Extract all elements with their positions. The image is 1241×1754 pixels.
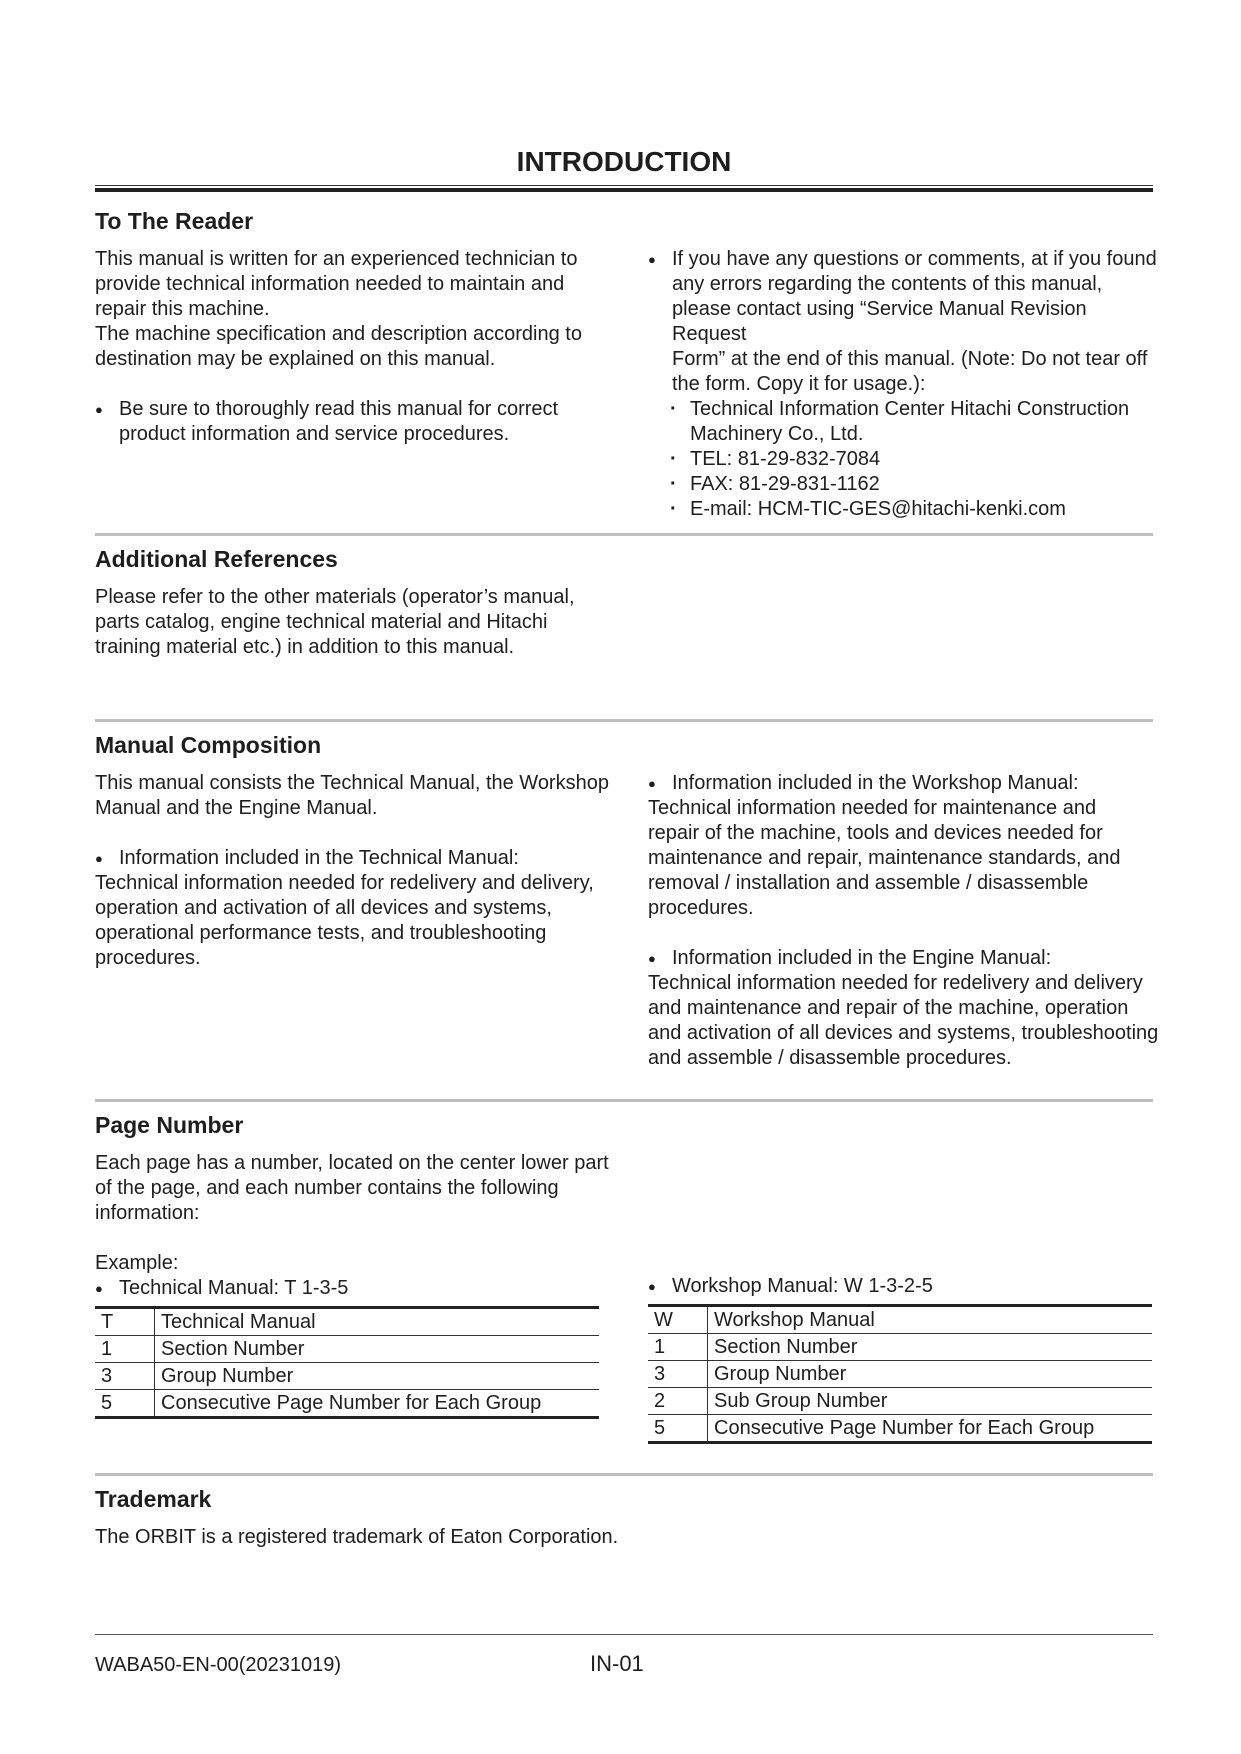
- paragraph-line: Please refer to the other materials (operator’s manual,: [95, 586, 575, 608]
- contact-item-fax: · FAX: 81-29-831-1162: [648, 472, 1158, 497]
- workshop-page-number-table-wrap: [648, 1304, 1152, 1444]
- technical-manual-label: ● Information included in the Technical Manual:: [95, 846, 615, 871]
- contact-line: · Technical Information Center Hitachi Construction: [690, 398, 1130, 420]
- paragraph-line: Each page has a number, located on the center lower part: [95, 1152, 609, 1174]
- engine-manual-label: ● Information included in the Engine Manual:: [648, 946, 1163, 971]
- table-row: [95, 1308, 599, 1336]
- paragraph-line: This manual consists the Technical Manual, the Workshop: [95, 772, 609, 794]
- paragraph-line: repair of the machine, tools and devices needed for: [648, 822, 1103, 844]
- paragraph-line: Technical information needed for redelivery and delivery,: [95, 872, 594, 894]
- table-row: [648, 1361, 1152, 1388]
- example-label: Example:: [95, 1252, 179, 1274]
- workshop-manual-example-label: ● Workshop Manual: W 1-3-2-5: [648, 1274, 933, 1299]
- title-rule-thick: [95, 188, 1153, 192]
- paragraph-line: provide technical information needed to maintain and: [95, 273, 565, 295]
- workshop-manual-label: ● Information included in the Workshop Manual:: [648, 771, 1163, 796]
- technical-page-number-table: [95, 1306, 599, 1419]
- workshop-manual-example: [648, 1274, 933, 1299]
- footer-page-number: IN-01: [590, 1651, 644, 1676]
- section-divider: [95, 1473, 1153, 1476]
- section-heading-manual-composition: Manual Composition: [95, 732, 322, 758]
- additional-references-text: [95, 585, 615, 660]
- paragraph-line: operational performance tests, and troubleshooting: [95, 922, 547, 944]
- paragraph-line: information:: [95, 1202, 200, 1224]
- page-title: INTRODUCTION: [516, 146, 732, 177]
- paragraph-line: removal / installation and assemble / disassemble: [648, 872, 1089, 894]
- bullet-line: ● If you have any questions or comments, at if you found: [672, 248, 1157, 270]
- paragraph-line: Manual and the Engine Manual.: [95, 797, 378, 819]
- table-cell-meaning: Workshop Manual: [708, 1306, 1153, 1334]
- technical-page-number-table-wrap: [95, 1306, 599, 1419]
- table-cell-code: 1: [95, 1336, 155, 1363]
- to-reader-right-column: [648, 247, 1158, 522]
- paragraph-line: destination may be explained on this manual.: [95, 348, 496, 370]
- title-rule-thin: [95, 185, 1153, 186]
- paragraph-line: This manual is written for an experienced technician to: [95, 248, 578, 270]
- table-cell-meaning: Consecutive Page Number for Each Group: [155, 1390, 600, 1418]
- section-divider: [95, 1099, 1153, 1102]
- table-cell-code: T: [95, 1308, 155, 1336]
- table-cell-meaning: Sub Group Number: [708, 1388, 1153, 1415]
- paragraph-line: training material etc.) in addition to this manual.: [95, 636, 515, 658]
- paragraph-line: and maintenance and repair of the machine, operation: [648, 997, 1129, 1019]
- table-cell-code: 5: [95, 1390, 155, 1418]
- bullet-line: product information and service procedures.: [119, 423, 510, 445]
- paragraph-line: Technical information needed for maintenance and: [648, 797, 1097, 819]
- technical-manual-example: ● Technical Manual: T 1-3-5: [95, 1276, 615, 1301]
- table-cell-meaning: Consecutive Page Number for Each Group: [708, 1415, 1153, 1443]
- table-cell-code: 2: [648, 1388, 708, 1415]
- workshop-page-number-table: [648, 1304, 1152, 1444]
- paragraph-line: operation and activation of all devices and systems,: [95, 897, 552, 919]
- table-cell-code: 5: [648, 1415, 708, 1443]
- bullet-line: please contact using “Service Manual Revision Request: [672, 298, 1087, 345]
- table-row: [95, 1363, 599, 1390]
- table-cell-meaning: Group Number: [155, 1363, 600, 1390]
- table-row: [648, 1388, 1152, 1415]
- bullet-item: [648, 247, 1158, 397]
- table-cell-code: W: [648, 1306, 708, 1334]
- paragraph-line: The machine specification and description according to: [95, 323, 582, 345]
- bullet-line: ● Be sure to thoroughly read this manual for correct: [119, 398, 559, 420]
- paragraph-line: and activation of all devices and systems, troubleshooting: [648, 1022, 1159, 1044]
- bullet-line: Form” at the end of this manual. (Note: Do not tear off: [672, 348, 1148, 370]
- trademark-text: The ORBIT is a registered trademark of Eaton Corporation.: [95, 1526, 619, 1548]
- page-number-left-column: [95, 1151, 615, 1301]
- table-cell-code: 3: [648, 1361, 708, 1388]
- section-heading-trademark: Trademark: [95, 1486, 212, 1512]
- table-row: [648, 1415, 1152, 1443]
- table-cell-meaning: Section Number: [708, 1334, 1153, 1361]
- section-heading-additional-references: Additional References: [95, 546, 338, 572]
- bullet-line: any errors regarding the contents of this manual,: [672, 273, 1103, 295]
- table-cell-meaning: Group Number: [708, 1361, 1153, 1388]
- composition-left-column: [95, 771, 615, 971]
- table-cell-code: 1: [648, 1334, 708, 1361]
- section-heading-page-number: Page Number: [95, 1112, 244, 1138]
- section-divider: [95, 719, 1153, 722]
- paragraph-line: repair this machine.: [95, 298, 270, 320]
- paragraph-line: procedures.: [95, 947, 201, 969]
- paragraph-line: of the page, and each number contains the following: [95, 1177, 559, 1199]
- section-heading-to-the-reader: To The Reader: [95, 208, 254, 234]
- table-cell-meaning: Technical Manual: [155, 1308, 600, 1336]
- bullet-item: [95, 397, 615, 447]
- table-row: [648, 1334, 1152, 1361]
- table-row: [95, 1336, 599, 1363]
- composition-right-column: [648, 771, 1163, 1071]
- contact-line: Machinery Co., Ltd.: [690, 423, 864, 445]
- bullet-line: the form. Copy it for usage.):: [672, 373, 926, 395]
- contact-item-organization: [648, 397, 1158, 447]
- table-cell-code: 3: [95, 1363, 155, 1390]
- paragraph-line: Technical information needed for redelivery and delivery: [648, 972, 1143, 994]
- table-row: [648, 1306, 1152, 1334]
- paragraph-line: maintenance and repair, maintenance standards, and: [648, 847, 1121, 869]
- table-row: [95, 1390, 599, 1418]
- table-cell-meaning: Section Number: [155, 1336, 600, 1363]
- paragraph-line: procedures.: [648, 897, 754, 919]
- section-divider: [95, 533, 1153, 536]
- footer-rule: [95, 1634, 1153, 1635]
- paragraph-line: and assemble / disassemble procedures.: [648, 1047, 1012, 1069]
- paragraph-line: parts catalog, engine technical material and Hitachi: [95, 611, 548, 633]
- contact-item-email: · E-mail: HCM-TIC-GES@hitachi-kenki.com: [648, 497, 1158, 522]
- footer-doc-code: WABA50-EN-00(20231019): [95, 1654, 342, 1676]
- contact-item-tel: · TEL: 81-29-832-7084: [648, 447, 1158, 472]
- to-reader-left-column: [95, 247, 615, 447]
